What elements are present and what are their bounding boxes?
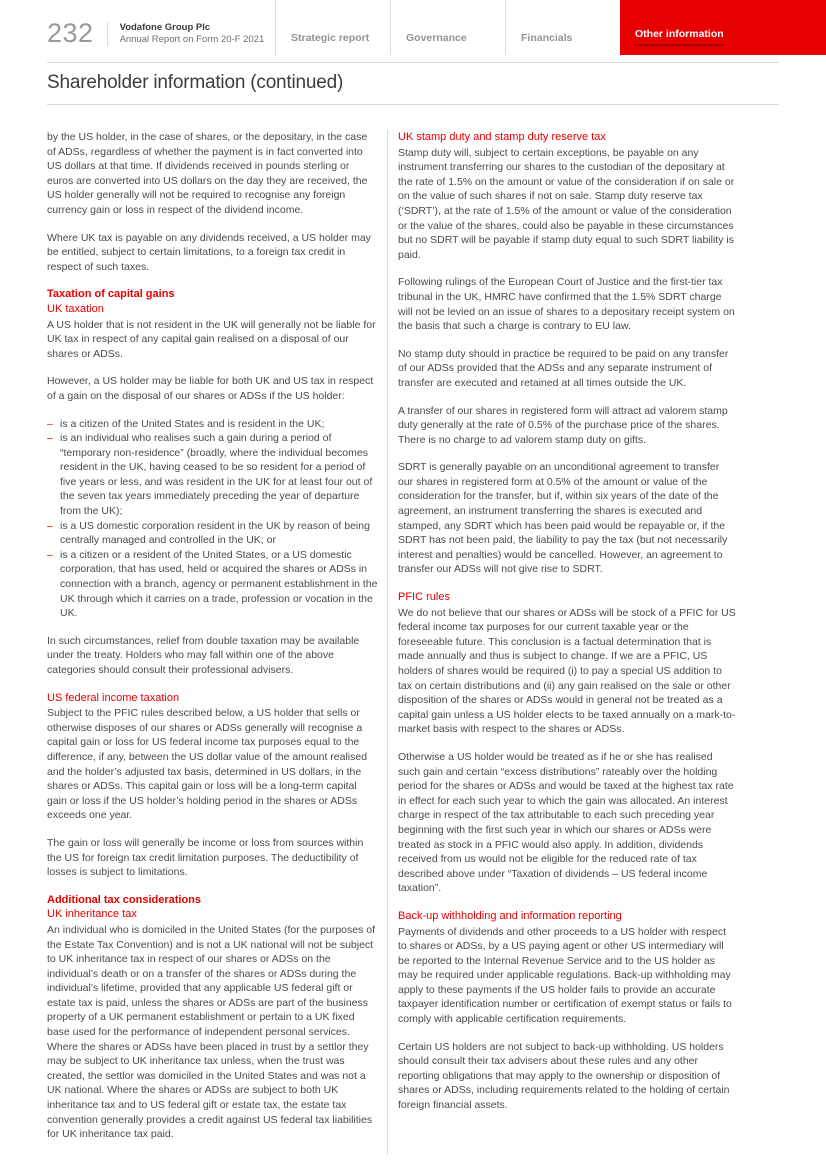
list-item bbox=[47, 519, 378, 548]
header-divider bbox=[47, 62, 779, 63]
holder-conditions-list bbox=[47, 417, 378, 621]
paragraph: Following rulings of the European Court of Justice and the first-tier tax tribunal in the UK, HMRC have confirmed that the 1.5% SDRT charge will not be levied on an issue of shares to a depositary receipt system on the basis that such a charge is contrary to EU law. bbox=[398, 276, 735, 333]
page-header bbox=[0, 0, 826, 55]
report-subtitle: Annual Report on Form 20-F 2021 bbox=[119, 33, 265, 45]
subheading-uk-taxation: UK taxation bbox=[47, 302, 104, 315]
paragraph: Otherwise a US holder would be treated as if he or she has realised such gain and certain “excess distributions” rateably over the holding period for the shares or ADSs and would be taxed at the highest tax rate in effect for each such year to which the gain was allocated. An interest charge in respect of the tax attributable to each such preceding year beginning with the first such year in which our shares or ADSs were treated as stock in a PFIC would also apply. In addition, dividends received from us would not be eligible for the reduced rate of tax described above under “Taxation of dividends – US federal income taxation”. bbox=[398, 750, 734, 895]
list-item bbox=[47, 431, 378, 519]
list-item-text: is a citizen or a resident of the United States, or a US domestic corporation, that has used, held or acquired the shares or ADSs in connection with a branch, agency or permanent establishment in the UK through which it carries on a trade, profession or vocation in the UK. bbox=[60, 548, 378, 620]
right-column bbox=[388, 130, 737, 1155]
paragraph: Certain US holders are not subject to back-up withholding. US holders should consult their tax advisers about these rules and any other reporting obligations that may apply to the ownership or disposition of shares or ADSs, including requirements related to the holding of certain foreign financial assets. bbox=[398, 1040, 730, 1112]
paragraph: No stamp duty should in practice be required to be paid on any transfer of our ADSs provided that the ADSs and any separate instrument of transfer are executed and retained at all times outside the UK. bbox=[398, 347, 729, 389]
tab-governance[interactable] bbox=[390, 0, 505, 55]
content-columns bbox=[47, 130, 737, 1155]
tab-financials[interactable] bbox=[505, 0, 620, 55]
paragraph: Where UK tax is payable on any dividends received, a US holder may be entitled, subject to certain limitations, to a foreign tax credit in respect of such taxes. bbox=[47, 231, 371, 273]
paragraph: However, a US holder may be liable for both UK and US tax in respect of a gain on the disposal of our shares or ADSs if the US holder: bbox=[47, 375, 374, 402]
company-name: Vodafone Group Plc bbox=[119, 21, 211, 33]
list-item-text: is an individual who realises such a gain during a period of “temporary non-residence” (broadly, where the individual becomes resident in the UK, having ceased to be so resident for a period of five years or less, and was resident in the UK for at least four out of the seven tax years immediately preceding the year of departure from the UK); bbox=[60, 432, 373, 518]
list-item bbox=[47, 548, 378, 621]
list-item-text: is a US domestic corporation resident in the UK by reason of being centrally managed and controlled in the UK; or bbox=[60, 519, 370, 547]
tab-strategic-report[interactable] bbox=[275, 0, 390, 55]
subheading-uk-inheritance-tax: UK inheritance tax bbox=[47, 908, 137, 921]
paragraph: Stamp duty will, subject to certain exceptions, be payable on any instrument transferring our shares to the custodian of the depositary at the rate of 1.5% on the amount or value of the consideration if on sale or on the value of such shares if not on sale. Stamp duty reserve tax (‘SDRT’), at the rate of 1.5% of the amount or value of the consideration or the value of the shares, could also be payable in these circumstances but no SDRT will be payable if stamp duty equal to such SDRT liability is paid. bbox=[398, 146, 735, 261]
page-number: 232 bbox=[47, 18, 94, 48]
paragraph: An individual who is domiciled in the United States (for the purposes of the Estate Tax Convention) and is not a UK national will not be subject to UK inheritance tax in respect of our shares or ADSs on the individual’s death or on a transfer of the shares or ADSs during the individual’s lifetime, provided that any applicable US federal gift or estate tax is paid, unless the shares or ADSs are part of the business property of a UK permanent establishment or pertain to a UK fixed base used for the performance of independent personal services. Where the shares or ADSs have been placed in trust by a settlor they may be subject to UK inheritance tax unless, when the trust was created, the settlor was domiciled in the United States and was not a UK national. Where the shares or ADSs are subject to both UK inheritance tax and to US federal gift or estate tax, the estate tax convention generally provides a credit against US federal tax liabilities for UK inheritance tax paid. bbox=[47, 923, 376, 1141]
tab-other-information[interactable] bbox=[620, 0, 826, 55]
page-title: Shareholder information (continued) bbox=[47, 72, 344, 93]
report-identity bbox=[0, 0, 275, 55]
paragraph: The gain or loss will generally be income or loss from sources within the US for foreign tax credit limitation purposes. The deductibility of losses is subject to limitations. bbox=[47, 836, 364, 879]
paragraph: We do not believe that our shares or ADSs will be stock of a PFIC for US federal income tax purposes for our current taxable year or the foreseeable future. This conclusion is a factual determination that is made annually and thus is subject to change. If we are a PFIC, US holders of shares would be required (i) to pay a special US addition to tax on certain distributions and (ii) any gain realised on the sale or other disposition of the shares or ADSs would in general not be treated as a capital gain unless a US holder elects to be taxed annually on a mark-to-market basis with respect to the shares or ADSs. bbox=[398, 606, 736, 736]
list-item-text: is a citizen of the United States and is resident in the UK; bbox=[60, 417, 325, 430]
company-block bbox=[107, 22, 265, 46]
paragraph: A transfer of our shares in registered form will attract ad valorem stamp duty generally at the rate of 0.5% of the purchase price of the shares. There is no charge to ad valorem stamp duty on gifts. bbox=[398, 404, 728, 446]
tab-label: Financials bbox=[521, 32, 573, 44]
paragraph: A US holder that is not resident in the UK will generally not be liable for UK tax in respect of any capital gain realised on a disposal of our shares or ADSs. bbox=[47, 318, 376, 360]
subheading-uk-stamp-duty: UK stamp duty and stamp duty reserve tax bbox=[398, 131, 606, 143]
paragraph: Payments of dividends and other proceeds to a US holder with respect to shares or ADSs, by a US paying agent or other US intermediary will be reported to the Internal Revenue Service and to the US holder as may be required under applicable regulations. Back-up withholding may apply to these payments if the US holder fails to provide an accurate taxpayer identification number or certification of exempt status or fails to comply with applicable certification requirements. bbox=[398, 925, 732, 1026]
tab-label-active: Other information bbox=[635, 28, 724, 46]
subheading-backup-withholding: Back-up withholding and information reporting bbox=[398, 909, 622, 922]
heading-taxation-of-capital-gains: Taxation of capital gains bbox=[47, 288, 175, 301]
subheading-pfic-rules: PFIC rules bbox=[398, 591, 450, 604]
tab-label: Governance bbox=[406, 32, 467, 44]
list-item bbox=[47, 417, 378, 432]
paragraph: In such circumstances, relief from double taxation may be available under the treaty. Holders who may fall within one of the above categories should consult their professional advisers. bbox=[47, 634, 360, 676]
paragraph: by the US holder, in the case of shares, or the depositary, in the case of ADSs, regardless of whether the payment is in fact converted into US dollars at that time. If dividends received in pounds sterling or euros are converted into US dollars on the day they are received, the US holder generally will not be required to recognise any foreign currency gain or loss in respect of the dividend income. bbox=[47, 131, 368, 216]
paragraph: SDRT is generally payable on an unconditional agreement to transfer our shares in registered form at 0.5% of the amount or value of the consideration for the transfer, but if, within six years of the date of the agreement, an instrument transferring the shares is executed and stamped, any SDRT which has been paid would be repayable or, if the SDRT has not been paid, the liability to pay the tax (but not necessarily interest and penalties) would be cancelled. However, an agreement to transfer our ADSs will not give rise to SDRT. bbox=[398, 461, 728, 576]
paragraph: Subject to the PFIC rules described below, a US holder that sells or otherwise disposes of our shares or ADSs generally will recognise a capital gain or loss for US federal income tax purposes equal to the difference, if any, between the US dollar value of the amount realised and the holder’s adjusted tax basis, determined in US dollars, in the shares or ADSs. This capital gain or loss will be a long-term capital gain or loss if the US holder’s holding period in the shares or ADSs exceeds one year. bbox=[47, 707, 368, 822]
heading-additional-tax-considerations: Additional tax considerations bbox=[47, 893, 202, 906]
tab-label: Strategic report bbox=[291, 32, 370, 44]
subheading-us-federal-income-taxation: US federal income taxation bbox=[47, 691, 180, 704]
title-divider bbox=[47, 104, 779, 105]
left-column bbox=[47, 130, 388, 1155]
